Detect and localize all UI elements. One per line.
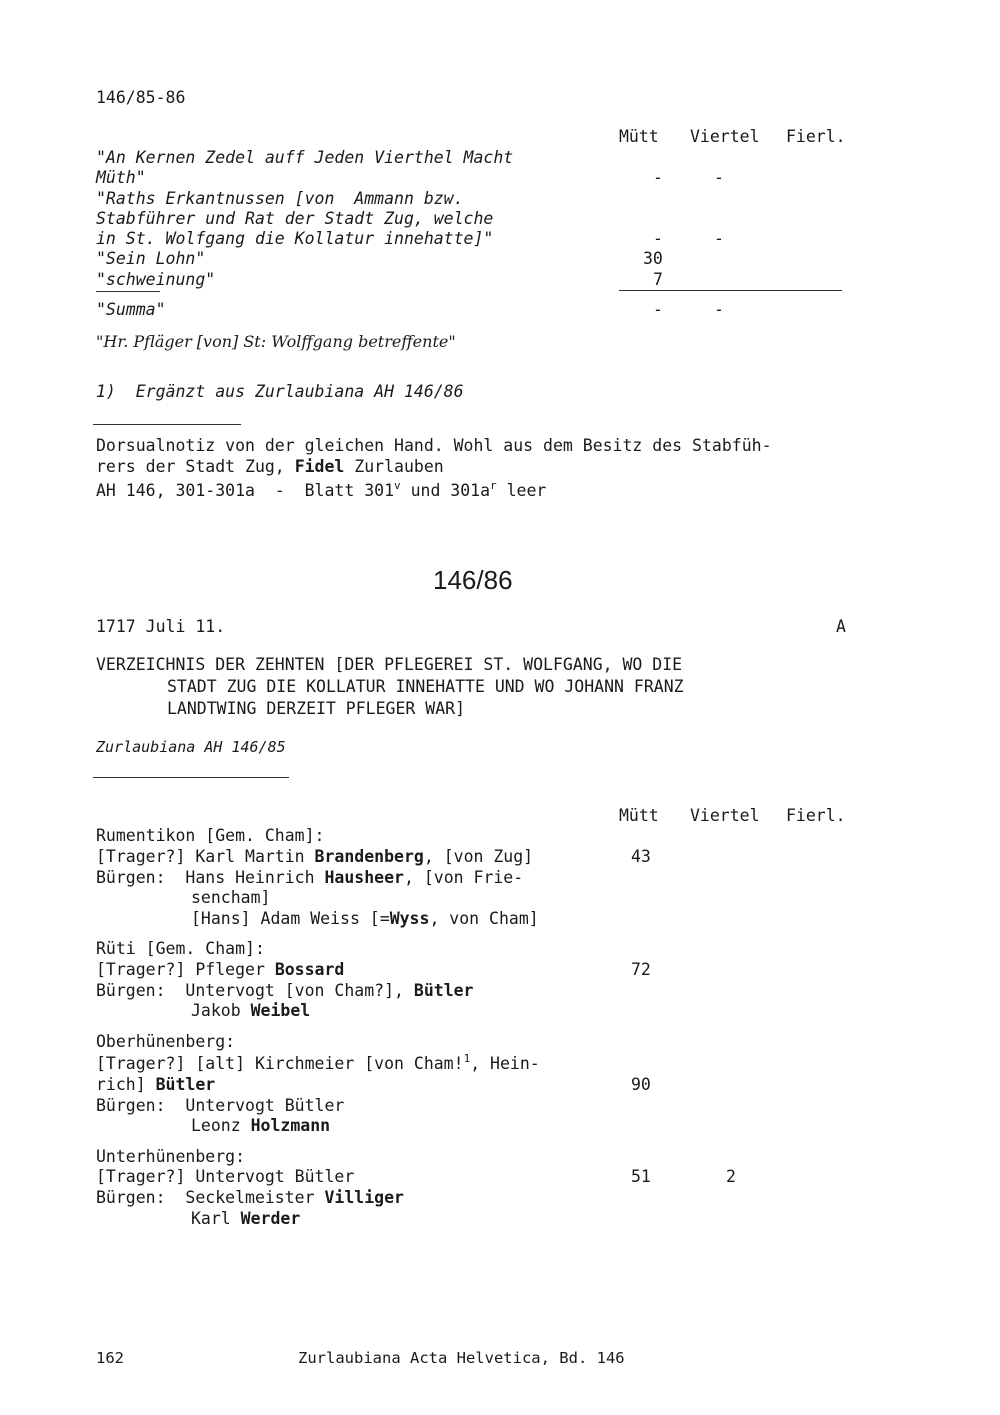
- guarantor-line: [96, 1188, 404, 1208]
- sum-viertel: -: [714, 300, 724, 319]
- text: Bürgen: Untervogt [von Cham?],: [96, 981, 414, 1000]
- text: rers der Stadt Zug,: [96, 457, 295, 476]
- text: leer: [496, 481, 547, 500]
- footnote: 1) Ergänzt aus Zurlaubiana AH 146/86: [96, 382, 464, 401]
- cell-muett: -: [653, 168, 663, 187]
- guarantor-line: [191, 1001, 310, 1021]
- text: Bürgen: Seckelmeister: [96, 1188, 325, 1207]
- section-divider: [93, 777, 289, 778]
- cell-muett: 90: [631, 1075, 651, 1094]
- text: und 301a: [400, 481, 491, 500]
- endorsement-text: "Hr. Pfläger [von] St: Wolffgang betreffente": [96, 332, 456, 351]
- text: [Trager?] [alt] Kirchmeier [von Cham!: [96, 1054, 464, 1073]
- document-heading: VERZEICHNIS DER ZEHNTEN [DER PFLEGEREI ST. WOLFGANG, WO DIE: [96, 655, 683, 674]
- cell-muett: 51: [631, 1167, 651, 1186]
- column-header-viertel: Viertel: [690, 806, 760, 825]
- row-label: Müth": [96, 168, 146, 187]
- place-name: Rumentikon [Gem. Cham]:: [96, 826, 325, 845]
- place-name: Unterhünenberg:: [96, 1147, 246, 1166]
- text: Karl: [191, 1209, 241, 1228]
- trager-line: [96, 1054, 540, 1074]
- row-label: "Raths Erkantnussen [von Ammann bzw.: [96, 189, 464, 208]
- surname: Wyss: [389, 909, 430, 928]
- guarantor-line: sencham]: [191, 888, 271, 907]
- surname: Hausheer: [324, 868, 404, 887]
- name-fidel: Fidel: [294, 457, 345, 476]
- text: AH 146, 301-301a - Blatt 301: [96, 481, 395, 500]
- place-name: Rüti [Gem. Cham]:: [96, 939, 265, 958]
- column-header-fierl: Fierl.: [786, 127, 846, 146]
- guarantor-line: Bürgen: Untervogt Bütler: [96, 1096, 345, 1115]
- row-label: in St. Wolfgang die Kollatur innehatte]": [96, 229, 494, 248]
- text: , [von Frie-: [403, 868, 524, 887]
- text: Leonz: [191, 1116, 251, 1135]
- guarantor-line: [191, 909, 539, 929]
- text: rich]: [96, 1075, 156, 1094]
- trager-line: [96, 960, 344, 980]
- document-number: 146/86: [433, 565, 513, 595]
- page-number: 162: [96, 1349, 124, 1367]
- text: [Trager?] Pfleger: [96, 960, 275, 979]
- cell-muett: 72: [631, 960, 651, 979]
- trager-line: [96, 847, 533, 867]
- text: , von Cham]: [429, 909, 539, 928]
- surname: Villiger: [324, 1188, 404, 1207]
- cell-muett: 7: [653, 270, 663, 289]
- sum-rule: [619, 290, 842, 291]
- cell-viertel: -: [714, 229, 724, 248]
- text: Zurlauben: [344, 457, 444, 476]
- row-label: "Sein Lohn": [96, 249, 206, 268]
- document-letter: A: [836, 617, 846, 636]
- column-header-viertel: Viertel: [690, 127, 760, 146]
- guarantor-line: [96, 981, 474, 1001]
- text: , [von Zug]: [423, 847, 534, 866]
- surname: Weibel: [250, 1001, 311, 1020]
- footer-title: Zurlaubiana Acta Helvetica, Bd. 146: [298, 1349, 625, 1367]
- cell-viertel: -: [714, 168, 724, 187]
- row-label: Stabführer und Rat der Stadt Zug, welche: [96, 209, 494, 228]
- document-heading: STADT ZUG DIE KOLLATUR INNEHATTE UND WO JOHANN FRANZ: [167, 677, 684, 696]
- superscript: v: [394, 479, 401, 492]
- superscript: r: [490, 479, 497, 492]
- column-header-muett: Mütt: [619, 127, 659, 146]
- guarantor-line: [96, 868, 523, 888]
- column-header-muett: Mütt: [619, 806, 659, 825]
- trager-line: [96, 1075, 215, 1095]
- text: [Trager?] Karl Martin: [96, 847, 315, 866]
- page-reference: 146/85-86: [96, 88, 186, 107]
- surname: Werder: [240, 1209, 301, 1228]
- place-name: Oberhünenberg:: [96, 1032, 236, 1051]
- label-underline: [96, 291, 160, 292]
- text: Jakob: [191, 1001, 251, 1020]
- sum-label: "Summa": [96, 300, 166, 319]
- row-label: "An Kernen Zedel auff Jeden Vierthel Macht: [96, 148, 514, 167]
- surname: Brandenberg: [314, 847, 424, 866]
- cell-muett: 30: [643, 249, 663, 268]
- dorsual-note: [96, 457, 444, 477]
- source-reference: Zurlaubiana AH 146/85: [96, 738, 286, 756]
- document-date: 1717 Juli 11.: [96, 617, 226, 636]
- trager-line: [Trager?] Untervogt Bütler: [96, 1167, 355, 1186]
- surname: Bossard: [274, 960, 345, 979]
- column-header-fierl: Fierl.: [786, 806, 846, 825]
- sum-muett: -: [653, 300, 663, 319]
- footnote-divider: [93, 424, 241, 425]
- footnote-marker: 1: [463, 1052, 471, 1065]
- text: Bürgen: Hans Heinrich: [96, 868, 325, 887]
- cell-viertel: 2: [726, 1167, 736, 1186]
- text: , Hein-: [470, 1054, 540, 1073]
- surname: Bütler: [155, 1075, 216, 1094]
- cell-muett: -: [653, 229, 663, 248]
- cell-muett: 43: [631, 847, 651, 866]
- row-label: "schweinung": [96, 270, 216, 289]
- surname: Bütler: [413, 981, 474, 1000]
- guarantor-line: [191, 1116, 330, 1136]
- surname: Holzmann: [250, 1116, 331, 1135]
- text: [Hans] Adam Weiss [=: [191, 909, 390, 928]
- guarantor-line: [191, 1209, 300, 1229]
- archive-reference: [96, 481, 546, 501]
- dorsual-note: Dorsualnotiz von der gleichen Hand. Wohl aus dem Besitz des Stabfüh-: [96, 436, 772, 455]
- document-heading: LANDTWING DERZEIT PFLEGER WAR]: [167, 699, 466, 718]
